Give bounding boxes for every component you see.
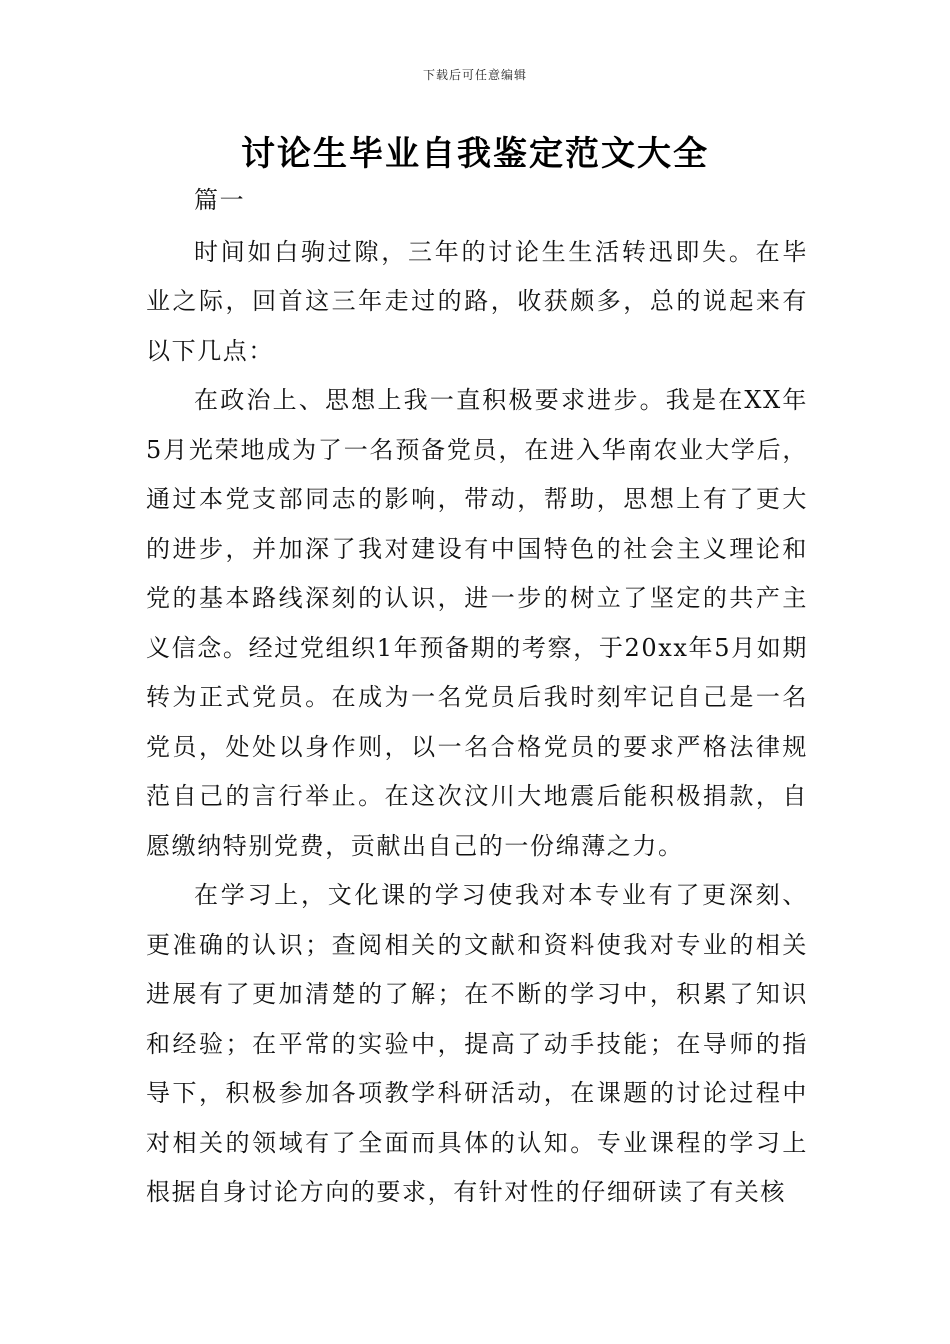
paragraph-intro: 时间如白驹过隙，三年的讨论生生活转迅即失。在毕业之际，回首这三年走过的路，收获颇多，总的说起来有以下几点： [146,237,808,365]
paragraph-study: 在学习上，文化课的学习使我对本专业有了更深刻、更准确的认识；查阅相关的文献和资料使我对专业的相关进展有了更加清楚的了解；在不断的学习中，积累了知识和经验；在平常的实验中，提高了动手技能；在导师的指导下，积极参加各项教学科研活动，在课题的讨论过程中对相关的领域有了全面而具体的认知。专业课程的学习上根据自身讨论方向的要求，有针对性的仔细研读了有关核 [146,881,808,1206]
paragraph-politics: 在政治上、思想上我一直积极要求进步。我是在XX年5月光荣地成为了一名预备党员，在进入华南农业大学后，通过本党支部同志的影响，带动，帮助，思想上有了更大的进步，并加深了我对建设有中国特色的社会主义理论和党的基本路线深刻的认识，进一步的树立了坚定的共产主义信念。经过党组织1年预备期的考察，于20xx年5月如期转为正式党员。在成为一名党员后我时刻牢记自己是一名党员，处处以身作则，以一名合格党员的要求严格法律规范自己的言行举止。在这次汶川大地震后能积极捐款，自愿缴纳特别党费，贡献出自己的一份绵薄之力。 [146,386,808,860]
header-note: 下载后可任意编辑 [422,68,527,82]
document-title: 讨论生毕业自我鉴定范文大全 [241,134,709,174]
section-label: 篇一 [194,186,246,214]
document-body [146,176,808,1218]
